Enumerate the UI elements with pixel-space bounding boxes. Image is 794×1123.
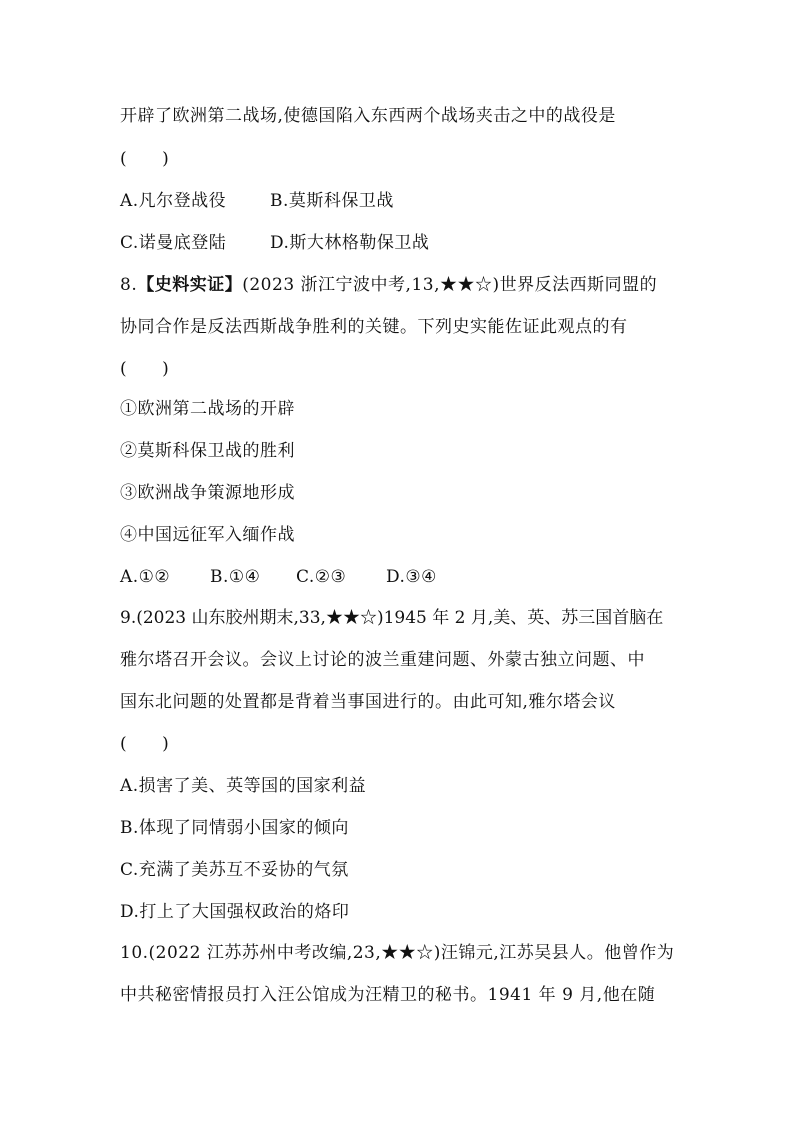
q8-stem-rest: (2023 浙江宁波中考,13,★★☆)世界反法西斯同盟的	[242, 275, 658, 295]
q10-stem-line-2: 中共秘密情报员打入汪公馆成为汪精卫的秘书。1941 年 9 月,他在随	[120, 985, 656, 1005]
q7-option-d[interactable]: D.斯大林格勒保卫战	[270, 233, 430, 253]
q7-answer-bracket: ( )	[120, 149, 170, 169]
q9-stem-line-2: 雅尔塔召开会议。会议上讨论的波兰重建问题、外蒙古独立问题、中	[120, 650, 645, 670]
q8-option-d[interactable]: D.③④	[386, 567, 437, 587]
q8-answer-bracket: ( )	[120, 359, 170, 379]
q9-option-c[interactable]: C.充满了美苏互不妥协的气氛	[120, 860, 349, 880]
q8-number: 8.	[120, 275, 138, 295]
q7-option-c[interactable]: C.诺曼底登陆	[120, 233, 227, 253]
q9-stem-line-1: 9.(2023 山东胶州期末,33,★★☆)1945 年 2 月,美、英、苏三国首脑在	[120, 608, 664, 628]
q9-option-b[interactable]: B.体现了同情弱小国家的倾向	[120, 818, 349, 838]
q8-item-1: ①欧洲第二战场的开辟	[120, 399, 295, 419]
q7-options-row-1	[120, 189, 394, 213]
q10-stem-line-1: 10.(2022 江苏苏州中考改编,23,★★☆)汪锦元,江苏吴县人。他曾作为	[120, 943, 675, 963]
q8-item-3: ③欧洲战争策源地形成	[120, 483, 295, 503]
q8-item-2: ②莫斯科保卫战的胜利	[120, 441, 295, 461]
q8-stem-line-2: 协同合作是反法西斯战争胜利的关键。下列史实能佐证此观点的有	[120, 317, 628, 337]
q8-item-4: ④中国远征军入缅作战	[120, 525, 295, 545]
q8-stem-line-1	[120, 273, 657, 297]
q9-stem-line-3: 国东北问题的处置都是背着当事国进行的。由此可知,雅尔塔会议	[120, 692, 616, 712]
q7-option-a[interactable]: A.凡尔登战役	[120, 191, 227, 211]
q7-options-row-2	[120, 231, 429, 255]
q9-answer-bracket: ( )	[120, 734, 170, 754]
q8-option-c[interactable]: C.②③	[296, 567, 347, 587]
q7-stem-line: 开辟了欧洲第二战场,使德国陷入东西两个战场夹击之中的战役是	[120, 106, 616, 126]
q8-tag: 【史料实证】	[137, 275, 243, 295]
q8-option-b[interactable]: B.①④	[210, 567, 261, 587]
q8-options-row	[120, 565, 437, 589]
q7-option-b[interactable]: B.莫斯科保卫战	[270, 191, 394, 211]
q9-option-d[interactable]: D.打上了大国强权政治的烙印	[120, 902, 350, 922]
q8-option-a[interactable]: A.①②	[120, 567, 171, 587]
q9-option-a[interactable]: A.损害了美、英等国的国家利益	[120, 776, 367, 796]
